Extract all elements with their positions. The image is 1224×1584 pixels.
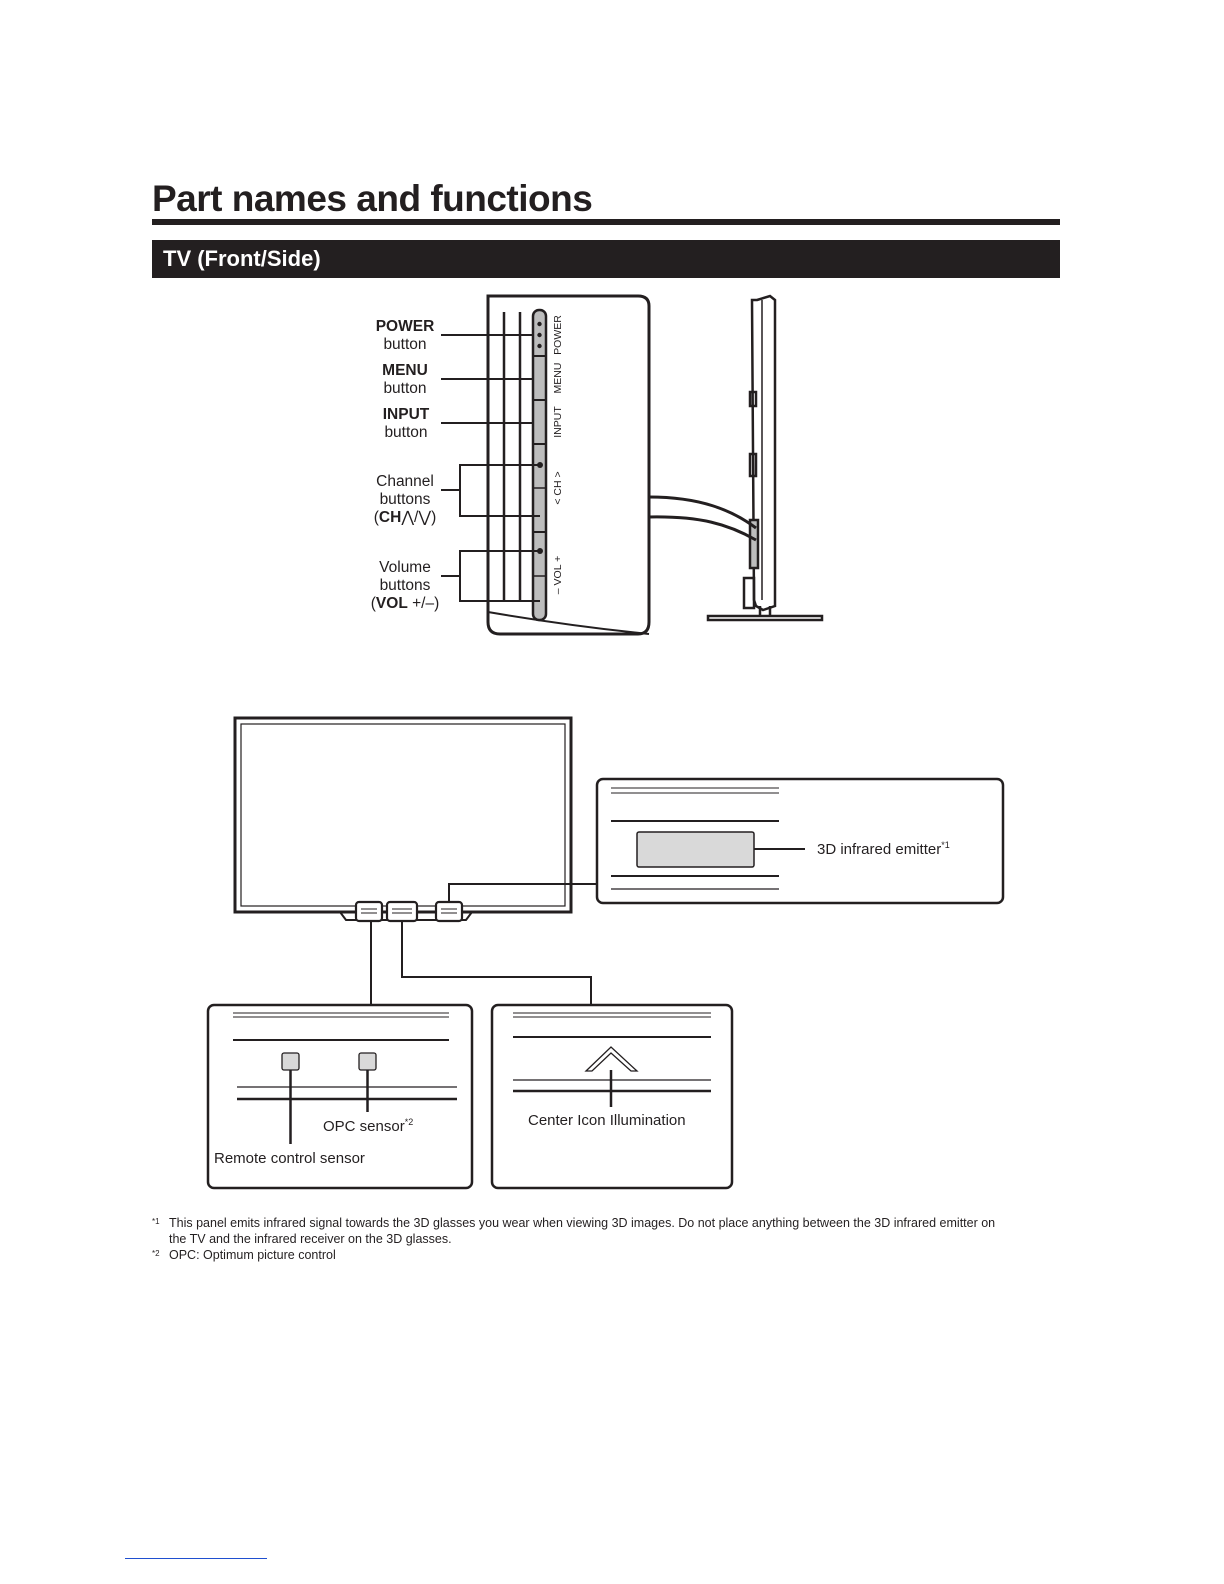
opc-sensor-label: OPC sensor$^{*2}$ [323,1117,414,1135]
bottom-link-underline [125,1558,267,1559]
panel-guides [504,312,520,602]
menu-button-label: MENU button [382,362,428,397]
input-button-text: INPUT [552,406,564,438]
power-button-label: POWER button [375,318,435,353]
footnote-2: *2 OPC: Optimum picture control [152,1248,336,1262]
ir-emitter-label: 3D infrared emitter$^{*1}$ [817,840,950,858]
tv-side-profile [708,296,822,620]
center-icon-callout [492,1005,732,1188]
input-button-label: INPUT button [382,406,430,441]
bezel-highlights [356,902,462,921]
menu-button-text: MENU [552,362,564,394]
center-icon-label: Center Icon Illumination [528,1112,686,1129]
channel-buttons-label: Channel buttons (CH⋀/⋁) [373,473,437,526]
zoom-connector [649,497,756,540]
remote-sensor-window [282,1053,299,1070]
opc-sensor-window [359,1053,376,1070]
footnote-1: *1 This panel emits infrared signal towards the 3D glasses you wear when viewing 3D images. Do not place anything between the 3D infrared emitter on the TV and the infrared receiver on the 3D glasses. [152,1216,996,1246]
leader-lines [441,335,540,601]
volume-buttons-label: Volume buttons (VOL +/–) [370,559,440,612]
tv-front [235,718,571,920]
remote-sensor-label: Remote control sensor [214,1150,365,1167]
vol-button-text: – VOL + [552,555,564,595]
ch-button-text: < CH > [552,471,564,505]
section-heading: TV (Front/Side) [152,240,1060,278]
ir-emitter-window [637,832,754,867]
power-button-text: POWER [552,315,564,355]
page-title: Part names and functions [152,178,593,219]
